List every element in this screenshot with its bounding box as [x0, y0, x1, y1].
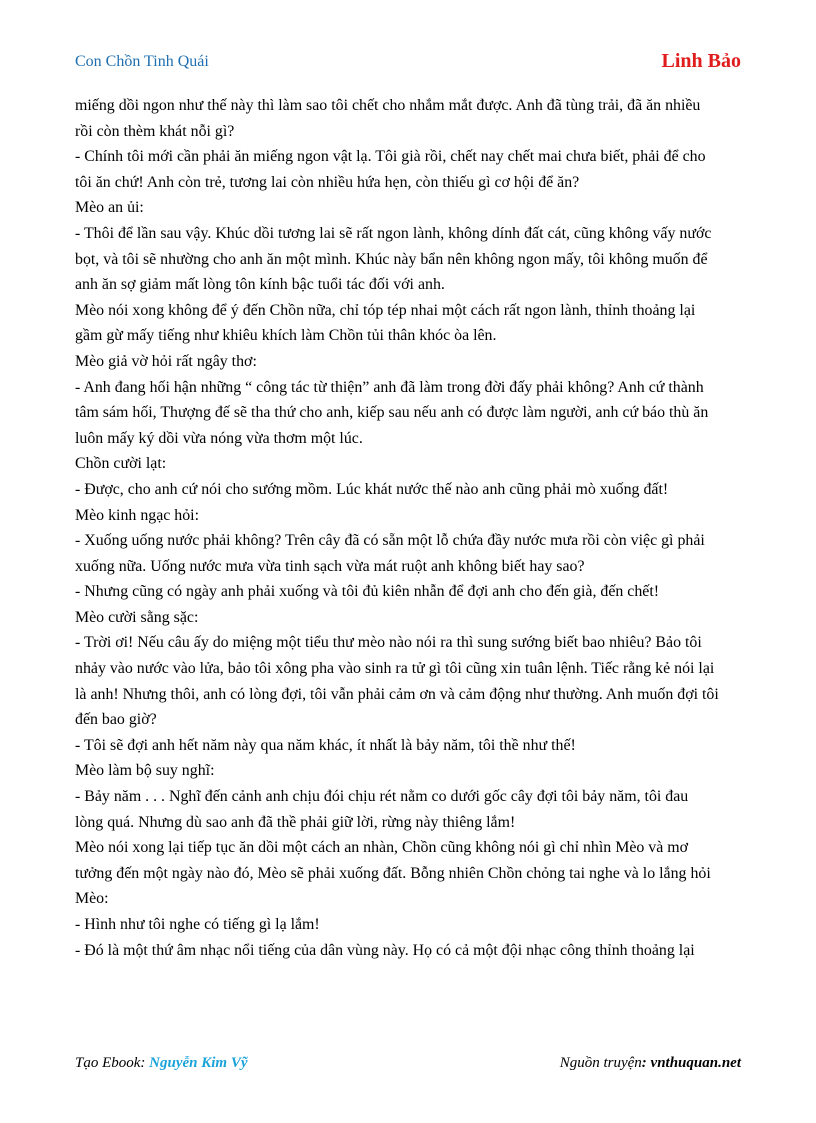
text-line: Mèo nói xong không để ý đến Chồn nữa, chỉ tóp tép nhai một cách rất ngon lành, thỉnh thoảng lại: [75, 301, 696, 319]
ebook-separator: :: [140, 1055, 150, 1071]
text-line: anh ăn sợ giảm mất lòng tôn kính bậc tuổi tác đối với anh.: [75, 276, 445, 294]
page-header: [75, 50, 741, 76]
text-line: - Chính tôi mới cần phải ăn miếng ngon vật lạ. Tôi già rồi, chết nay chết mai chưa biết, phải để cho: [75, 148, 706, 166]
text-line: tưởng đến một ngày nào đó, Mèo sẽ phải xuống đất. Bỗng nhiên Chồn chỏng tai nghe và lo lắng hỏi: [75, 864, 711, 882]
text-line: Mèo giả vờ hỏi rất ngây thơ:: [75, 352, 257, 370]
text-line: - Xuống uống nước phải không? Trên cây đã có sẵn một lỗ chứa đầy nước mưa rồi còn việc gì phải: [75, 532, 705, 550]
text-line: Mèo cười sằng sặc:: [75, 608, 199, 626]
text-line: gầm gừ mấy tiếng như khiêu khích làm Chồn tủi thân khóc òa lên.: [75, 327, 497, 345]
text-line: tâm sám hối, Thượng đế sẽ tha thứ cho anh, kiếp sau nếu anh có được làm người, anh cứ báo thù ăn: [75, 404, 709, 422]
text-line: nhảy vào nước vào lửa, bảo tôi xông pha vào sinh ra tử gì tôi cũng xin tuân lệnh. Tiếc rằng kẻ nói lại: [75, 660, 715, 678]
text-line: đến bao giờ?: [75, 711, 157, 729]
text-line: Mèo nói xong lại tiếp tục ăn dồi một cách an nhàn, Chồn cũng không nói gì chỉ nhìn Mèo và mơ: [75, 839, 689, 857]
text-line: Mèo:: [75, 890, 109, 908]
ebook-creator-name: Nguyễn Kim Vỹ: [149, 1055, 248, 1071]
source-site: vnthuquan.net: [650, 1055, 741, 1071]
text-line: rồi còn thèm khát nỗi gì?: [75, 122, 235, 140]
author-name: Linh Bảo: [661, 50, 741, 72]
text-line: - Được, cho anh cứ nói cho sướng mồm. Lúc khát nước thế nào anh cũng phải mò xuống đất!: [75, 480, 669, 498]
text-line: miếng dồi ngon như thế này thì làm sao tôi chết cho nhắm mắt được. Anh đã tùng trải, đã ăn nhiều: [75, 97, 701, 114]
text-line: Mèo an ủi:: [75, 199, 144, 217]
book-title: Con Chồn Tinh Quái: [75, 53, 209, 70]
text-line: - Tôi sẽ đợi anh hết năm này qua năm khác, ít nhất là bảy năm, tôi thề như thế!: [75, 736, 576, 754]
text-line: - Đó là một thứ âm nhạc nổi tiếng của dân vùng này. Họ có cả một đội nhạc công thỉnh thoảng lại: [75, 941, 695, 959]
text-line: xuống nữa. Uống nước mưa vừa tinh sạch vừa mát ruột anh không biết hay sao?: [75, 557, 585, 575]
text-line: luôn mấy ký dồi vừa nóng vừa thơm một lúc.: [75, 429, 363, 447]
text-line: - Thôi để lần sau vậy. Khúc dồi tương lai sẽ rất ngon lành, không dính đất cát, cũng không vấy nước: [75, 224, 712, 242]
text-line: tôi ăn chứ! Anh còn trẻ, tương lai còn nhiều hứa hẹn, còn thiếu gì cơ hội để ăn?: [75, 173, 580, 191]
text-line: Mèo kinh ngạc hỏi:: [75, 506, 200, 524]
text-line: - Nhưng cũng có ngày anh phải xuống và tôi đủ kiên nhẫn để đợi anh cho đến già, đến chết!: [75, 583, 660, 601]
source-separator: :: [641, 1055, 651, 1071]
text-line: - Trời ơi! Nếu câu ấy do miệng một tiểu thư mèo nào nói ra thì sung sướng biết bao nhiêu? Bảo tôi: [75, 634, 702, 652]
text-line: - Hình như tôi nghe có tiếng gì lạ lắm!: [75, 916, 320, 933]
ebook-credit: [75, 1055, 248, 1072]
text-line: - Bảy năm . . . Nghĩ đến cảnh anh chịu đói chịu rét nằm co dưới gốc cây đợi tôi bảy năm, tôi đau: [75, 788, 689, 806]
page-footer: [75, 1055, 741, 1075]
text-line: Chồn cười lạt:: [75, 455, 167, 473]
text-line: lòng quá. Nhưng dù sao anh đã thề phải giữ lời, rừng này thiêng lắm!: [75, 813, 516, 831]
text-line: là anh! Nhưng thôi, anh có lòng đợi, tôi vẫn phải cảm ơn và cảm động như thường. Anh muốn đợi tôi: [75, 685, 719, 703]
text-line: bọt, và tôi sẽ nhường cho anh ăn một mình. Khúc này bẩn nên không ngon mấy, tôi không muốn để: [75, 250, 708, 268]
text-line: - Anh đang hối hận những “ công tác từ thiện” anh đã làm trong đời đấy phải không? Anh cứ thành: [75, 378, 704, 396]
story-text: [75, 93, 743, 963]
ebook-label: Tạo Ebook: [75, 1055, 141, 1071]
source-credit: [560, 1055, 741, 1072]
source-label: Nguồn truyện: [559, 1055, 642, 1071]
text-line: Mèo làm bộ suy nghĩ:: [75, 762, 215, 780]
